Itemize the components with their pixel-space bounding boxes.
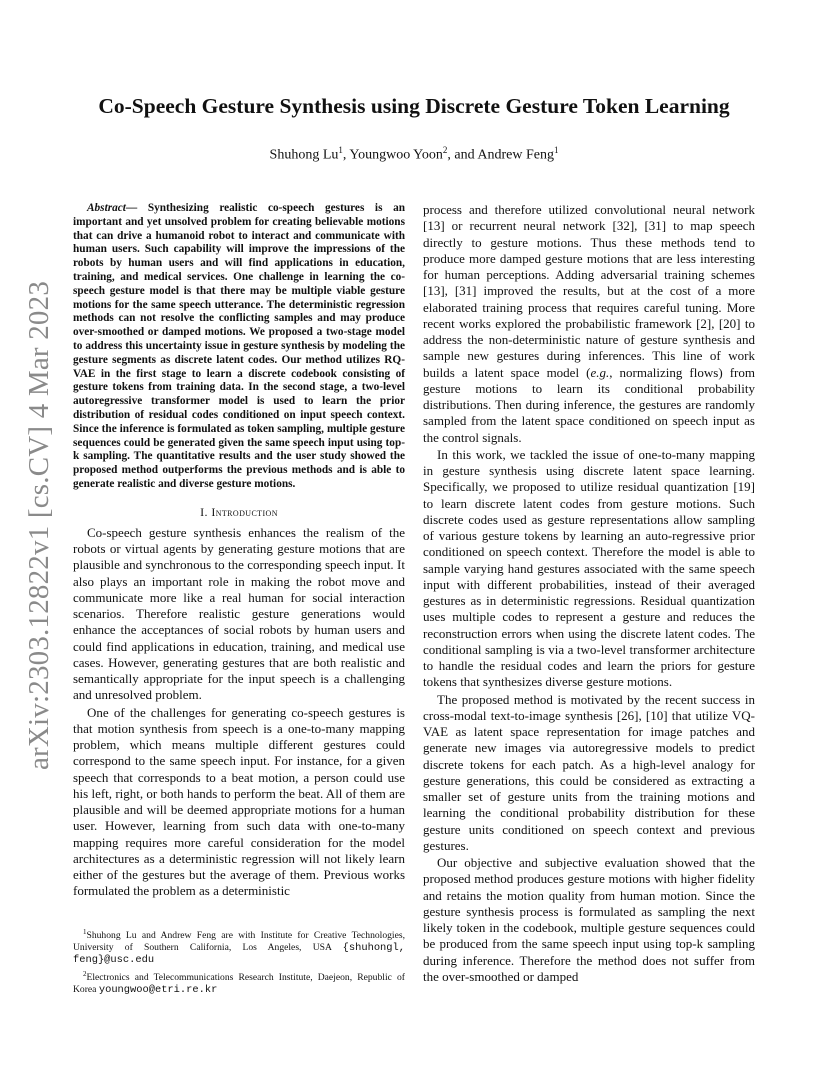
author-name: Andrew Feng xyxy=(477,147,554,163)
abstract xyxy=(73,202,405,492)
paragraph: Co-speech gesture synthesis enhances the realism of the robots or virtual agents by generating gesture motions that are plausible and synchronous to the corresponding speech input. It also plays an important role in making the robot move and communicate more like a real human for social interaction scenarios. Therefore realistic gesture generations would enhance the acceptances of social robots by human users and could find applications in education, training, and medical use cases. However, generating gestures that are both realistic and semantically appropriate for the input speech is a challenging and unresolved problem. xyxy=(73,524,405,703)
footnote-mark: 1 xyxy=(83,928,87,936)
section-number: I. xyxy=(200,504,212,519)
affiliation-mark: 2 xyxy=(442,145,448,155)
author-email: {shuhongl, feng}@usc.edu xyxy=(73,941,405,966)
author-separator: , and xyxy=(447,147,478,163)
footnotes xyxy=(73,927,405,999)
author-name: Youngwoo Yoon xyxy=(349,147,443,163)
author-name: Shuhong Lu xyxy=(269,147,339,163)
abstract-label: Abstract xyxy=(87,202,126,214)
footnote-mark: 2 xyxy=(83,970,87,979)
paragraph: process and therefore utilized convolutional neural network [13] or recurrent neural network [32], [31] to map speech directly to gesture motions. Thus these methods tend to produce more damped gesture motions that are less interesting for human perceptions. Adding adversarial training schemes [13], [31] improved the results, but at the cost of a more elaborated training process that requires careful tuning. More recent works explored the probabilistic framework [2], [20] to address the non-deterministic nature of gesture synthesis and sample new gestures during inferences. This line of work builds a latent space model (e.g., normalizing flows) from gesture motions to learn its conditional probability distributions. Then during inference, the gestures are randomly sampled from the latent space conditioned on speech input as the control signals. xyxy=(423,202,755,445)
affiliation-mark: 1 xyxy=(338,145,343,155)
author-separator: , xyxy=(342,147,350,163)
abstract-text: Synthesizing realistic co-speech gestures is an important and yet unsolved problem for creating believable motions that can drive a humanoid robot to interact and communicate with human users. Such capability will improve the impressions of the robots by human users and will find applications in education, training, and medical services. One challenge in learning the co-speech gesture model is that there may be multiple viable gesture motions for the same speech utterance. The deterministic regression methods can not resolve the conflicting samples and may produce over-smoothed or damped motions. We proposed a two-stage model to address this uncertainty issue in gesture synthesis by modeling the gesture segments as discrete latent codes. Our method utilizes RQ-VAE in the first stage to learn a discrete codebook consisting of gesture tokens from training data. In the second stage, a two-level autoregressive transformer model is used to learn the prior distribution of residual codes conditioned on input speech context. Since the inference is formulated as token sampling, multiple gesture sequences could be generated given the same speech input using top-k sampling. The quantitative results and the user study showed the proposed method outperforms the previous methods and is able to generate realistic and diverse gesture motions. xyxy=(73,202,406,490)
right-column xyxy=(423,202,755,985)
paper-title: Co-Speech Gesture Synthesis using Discrete Gesture Token Learning xyxy=(98,94,730,118)
author-email: youngwoo@etri.re.kr xyxy=(98,984,218,996)
paragraph: In this work, we tackled the issue of one-to-many mapping in gesture synthesis using discrete latent space learning. Specifically, we proposed to utilize residual quantization [19] to learn discrete latent codes from gesture motions. Such discrete codes used as gesture representations allow sampling of various gesture tokens by learning an auto-regressive prior conditioned on speech context. Therefore the model is able to sample varying hand gestures associated with the same speech input with different probabilities, instead of their averaged gestures as in deterministic regressions. Residual quantization uses multiple codes to represent a gesture and reduces the reconstruction errors when using the discrete latent codes. The conditional sampling is via a two-level transformer architecture to handle the residual codes and learn the priors for gesture tokens that synthesizes diverse gesture motions. xyxy=(423,446,755,690)
section-heading-introduction xyxy=(73,504,405,520)
arxiv-watermark: arXiv:2303.12822v1 [cs.CV] 4 Mar 2023 xyxy=(23,280,56,770)
affiliation-mark: 1 xyxy=(553,145,559,155)
section-title: Introduction xyxy=(211,504,278,519)
paragraph: Our objective and subjective evaluation showed that the proposed method produces gesture motions with higher fidelity and retains the motion quality from human motion. Since the gesture synthesis process is formulated as sampling the next likely token in the codebook, multiple gesture sequences could be produced from the same speech input using top-k sampling during inference. Therefore the method does not suffer from the over-smoothed or damped xyxy=(423,855,755,984)
abstract-dash: — xyxy=(125,202,148,214)
left-column xyxy=(73,202,405,900)
author-line xyxy=(0,145,828,164)
footnote-text: Shuhong Lu and Andrew Feng are with Institute for Creative Technologies, University of Southern California, Los Angeles, USA xyxy=(73,930,405,953)
footnote-text: Electronics and Telecommunications Research Institute, Daejeon, Republic of Korea xyxy=(73,972,405,995)
abbreviation: e.g. xyxy=(590,364,610,380)
paragraph: One of the challenges for generating co-speech gestures is that motion synthesis from speech is a one-to-many mapping problem, which means multiple different gestures could correspond to the same speech input. For instance, for a given speech that corresponds to a beat motion, a person could use his left, right, or both hands to perform the beat. All of them are plausible and will be deemed appropriate motions for a human user. However, learning from such data with one-to-many mapping requires more careful consideration for the model architectures as a deterministic regression will not likely learn either of the gestures but the average of them. Previous works formulated the problem as a deterministic xyxy=(73,704,405,899)
footnote-2 xyxy=(73,969,405,996)
footnote-1 xyxy=(73,927,405,966)
paragraph: The proposed method is motivated by the recent success in cross-modal text-to-image synthesis [26], [10] that utilize VQ-VAE as latent space representation for image patches and generate new images via autoregressive models to predict discrete tokens for each patch. As a high-level analogy for gesture generations, this could be considered as extracting a smaller set of gesture units from the training motions and learning the conditional probability distribution for these gesture units conditioned on speech context and previous gestures. xyxy=(423,691,755,853)
